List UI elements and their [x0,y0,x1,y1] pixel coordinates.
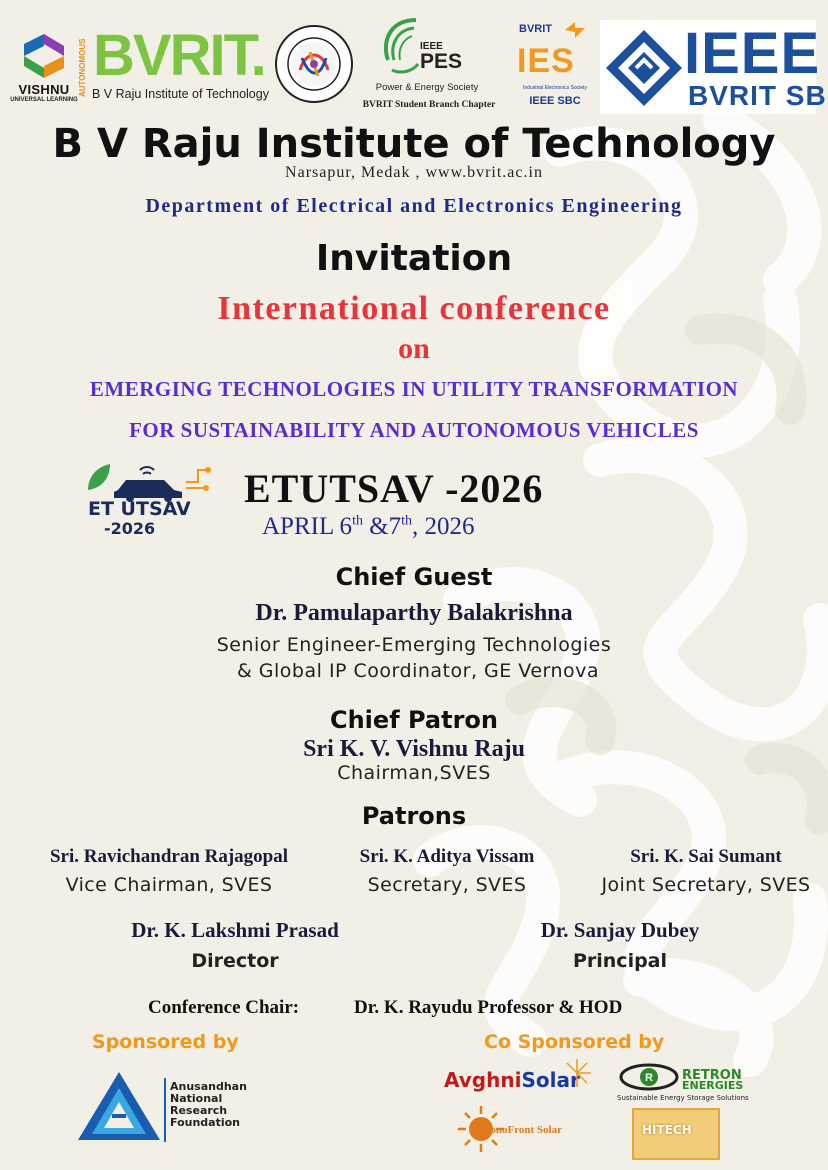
ieee-sb-big: IEEE [684,21,821,86]
patrons-heading: Patrons [361,802,467,830]
bvrit-full-name: B V Raju Institute of Technology [92,87,269,101]
ieee-pes-society: Power & Energy Society [375,82,479,93]
ies-top-label: BVRIT [519,23,552,35]
theme-line-2: FOR SUSTAINABILITY AND AUTONOMOUS VEHICLES [129,418,699,442]
chief-patron-heading: Chief Patron [329,706,499,734]
event-name: ETUTSAV -2026 [244,466,544,511]
anrf-name: Anusandhan National Research Foundation [170,1080,247,1129]
retron-name: RETRON [682,1068,742,1083]
bvrit-autonomous-label: AUTONOMOUS [78,38,87,98]
avghni-solar-logo: AvghniSolar [444,1068,580,1092]
principal-role: Principal [572,950,668,972]
event-dates: APRIL 6th &7th, 2026 [262,513,475,540]
patron-name: Sri. K. Aditya Vissam [359,846,535,867]
institute-title: B V Raju Institute of Technology [52,121,776,167]
chief-guest-heading: Chief Guest [335,563,493,591]
chief-patron-name: Sri K. V. Vishnu Raju [303,736,525,762]
retron-energies: ENERGIES [682,1079,744,1092]
co-sponsored-by-heading: Co Sponsored by [484,1031,665,1053]
bvrit-logo-word: BVRIT. [93,23,265,88]
ieee-pes-ieee: IEEE [420,41,443,52]
ies-sbc: IEEE SBC [529,95,581,107]
ieee-pes-pes: PES [420,50,463,73]
retron-tagline: Sustainable Energy Storage Solutions [617,1094,749,1102]
patron-3 [584,846,828,896]
conference-chair-label: Conference Chair: [148,997,300,1018]
monofront-name: MonoFront Solar [480,1124,562,1136]
patron-role: Joint Secretary, SVES [601,874,811,896]
chief-guest-role-2: & Global IP Coordinator, GE Vernova [236,660,600,682]
vishnu-logo-icon [20,32,68,80]
retron-leaf-icon [618,1062,680,1092]
department-name: Department of Electrical and Electronics Engineering [145,195,683,217]
institute-address: Narsapur, Medak , www.bvrit.ac.in [285,164,543,181]
chief-guest-role-1: Senior Engineer-Emerging Technologies [216,634,612,656]
hitech-name: HITECH [642,1123,692,1137]
patron-2 [330,846,564,896]
invitation-heading: Invitation [315,238,513,279]
sponsored-by-heading: Sponsored by [92,1031,239,1053]
ies-word: IES [517,42,575,80]
conference-on: on [398,332,430,365]
anrf-logo-icon [76,1070,162,1142]
patron-1 [0,846,338,896]
etutsav-logo-line2: -2026 [104,519,156,538]
patron-role: Secretary, SVES [367,874,527,896]
conference-chair-value: Dr. K. Rayudu Professor & HOD [354,997,623,1018]
director-role: Director [191,950,279,972]
theme-line-1: EMERGING TECHNOLOGIES IN UTILITY TRANSFORMATION [89,377,739,401]
etutsav-car-icon [84,460,216,502]
patron-name: Sri. Ravichandran Rajagopal [49,846,289,867]
ieee-pes-chapter: BVRIT Student Branch Chapter [362,100,496,110]
ies-bolt-icon [563,20,587,40]
vishnu-name: VISHNU [18,82,70,97]
etutsav-logo-line1: ET UTSAV [88,498,191,520]
chief-patron-role: Chairman,SVES [337,762,491,784]
anrf-divider [164,1078,166,1142]
principal-name: Dr. Sanjay Dubey [540,918,700,942]
chief-guest-name: Dr. Pamulaparthy Balakrishna [255,600,573,626]
conference-title: International conference [217,290,611,327]
ieee-diamond-icon [604,28,684,108]
patron-name: Sri. K. Sai Sumant [630,846,782,867]
eee-dept-seal-icon [274,24,354,104]
patron-role: Vice Chairman, SVES [65,874,273,896]
principal-block [510,918,730,972]
ieee-pes-globe-icon [378,14,422,78]
director-name: Dr. K. Lakshmi Prasad [131,918,339,942]
director-block [100,918,370,972]
ieee-sb-sub: BVRIT SB [688,80,827,111]
avghni-sun-icon [562,1058,592,1088]
svg-text:R: R [645,1072,653,1084]
vishnu-subtitle: UNIVERSAL LEARNING [10,97,78,103]
ies-society: Industrial Electronics Society [523,85,587,91]
